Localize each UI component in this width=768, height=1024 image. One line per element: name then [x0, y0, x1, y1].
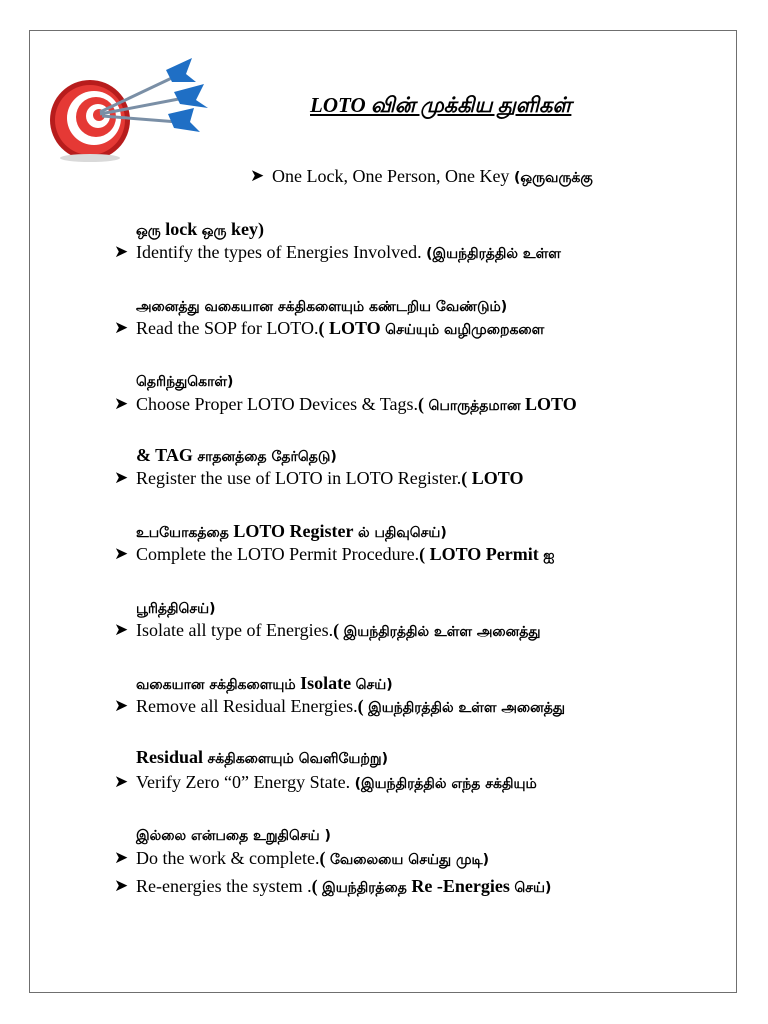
arrow-bullet-icon: ➤: [114, 848, 129, 867]
item-5-line-2: உபயோகத்தை LOTO Register ல் பதிவுசெய்): [136, 521, 447, 541]
arrow-bullet-icon: ➤: [114, 394, 129, 413]
item-9-line-2: இல்லை என்பதை உறுதிசெய் ): [136, 828, 331, 844]
item-10-line-1: Do the work & complete.( வேலையை செய்து முடி): [136, 848, 490, 868]
item-1-line-1: [272, 165, 593, 189]
arrow-bullet-icon: ➤: [114, 696, 129, 715]
item-6-line-1: Complete the LOTO Permit Procedure.( LOTO Permit ஐ: [136, 544, 555, 564]
item-2-line-1: Identify the types of Energies Involved. (இயந்திரத்தில் உள்ள: [136, 242, 561, 262]
item-6-line-2: பூரித்திசெய்): [136, 601, 216, 617]
item-ta: (ஒருவருக்கு: [513, 170, 593, 186]
arrow-bullet-icon: ➤: [114, 772, 129, 791]
item-2-line-2: அனைத்து வகையான சக்திகளையும் கண்டறிய வேண்டும்): [136, 299, 508, 315]
item-7-line-1: Isolate all type of Energies.( இயந்திரத்தில் உள்ள அனைத்து: [136, 620, 541, 640]
arrow-bullet-icon: ➤: [250, 166, 265, 185]
arrow-bullet-icon: ➤: [114, 620, 129, 639]
item-5-line-1: Register the use of LOTO in LOTO Register.( LOTO: [136, 468, 524, 488]
item-4-line-1: Choose Proper LOTO Devices & Tags.( பொருத்தமான LOTO: [136, 394, 577, 414]
arrow-bullet-icon: ➤: [114, 242, 129, 261]
item-3-line-1: Read the SOP for LOTO.( LOTO செய்யும் வழிமுறைகளை: [136, 318, 545, 338]
item-7-line-2: வகையான சக்திகளையும் Isolate செய்): [136, 673, 393, 693]
item-en: One Lock, One Person, One Key: [272, 166, 510, 186]
target-darts-icon: [44, 52, 212, 164]
arrow-bullet-icon: ➤: [114, 876, 129, 895]
item-8-line-2: Residual சக்திகளையும் வெளியேற்று): [136, 747, 389, 767]
item-11-line-1: Re-energies the system .( இயந்திரத்தை Re -Energies செய்): [136, 876, 552, 896]
arrow-bullet-icon: ➤: [114, 468, 129, 487]
item-8-line-1: Remove all Residual Energies.( இயந்திரத்தில் உள்ள அனைத்து: [136, 696, 565, 716]
item-3-line-2: தெரிந்துகொள்): [136, 374, 234, 390]
arrow-bullet-icon: ➤: [114, 318, 129, 337]
page-title: LOTO வின் முக்கிய துளிகள்: [310, 93, 572, 117]
item-1-line-2: ஒரு lock ஒரு key): [136, 219, 264, 239]
item-4-line-2: & TAG சாதனத்தை தேர்தெடு): [136, 445, 337, 465]
item-9-line-1: Verify Zero “0” Energy State. (இயந்திரத்தில் எந்த சக்தியும்: [136, 772, 537, 792]
arrow-bullet-icon: ➤: [114, 544, 129, 563]
